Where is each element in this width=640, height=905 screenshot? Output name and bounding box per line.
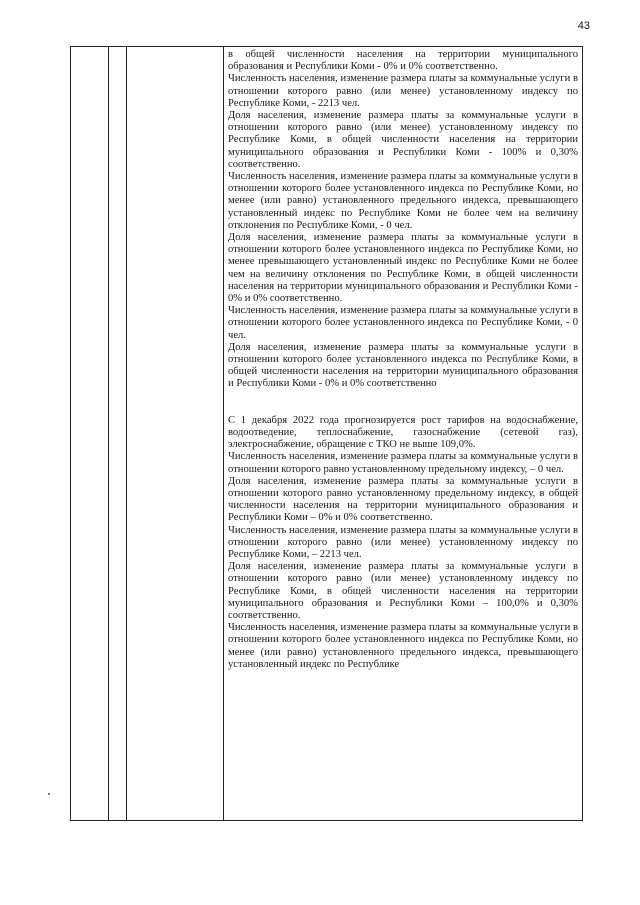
paragraph: Численность населения, изменение размера платы за коммунальные услуги в отношении которого равно (или менее) установленному индексу по Республике Коми, - 2213 чел. xyxy=(228,73,578,109)
table-column-number xyxy=(71,47,109,820)
paragraph: С 1 декабря 2022 года прогнозируется рост тарифов на водоснабжение, водоотведение, теплоснабжение, газоснабжение (сетевой газ), электроснабжение, обращение с ТКО не выше 109,0%. xyxy=(228,414,578,451)
table-column-title xyxy=(127,47,224,820)
table-column-index xyxy=(109,47,127,820)
table-column-content xyxy=(224,47,582,820)
section-gap xyxy=(228,391,578,415)
paragraph: Доля населения, изменение размера платы за коммунальные услуги в отношении которого равно установленному предельному индексу, в общей численности населения на территории муниципального образования и Республики Коми – 0% и 0% соответственно. xyxy=(228,475,578,524)
document-table xyxy=(70,46,583,821)
scan-speck xyxy=(48,793,50,795)
page-number: 43 xyxy=(577,20,590,32)
paragraph: Доля населения, изменение размера платы за коммунальные услуги в отношении которого равно (или менее) установленному индексу по Республике Коми, в общей численности населения на территории муниципального образования и Республики Коми - 100% и 0,30% соответственно. xyxy=(228,110,578,170)
paragraph: в общей численности населения на территории муниципального образования и Республики Коми - 0% и 0% соответственно. xyxy=(228,49,578,73)
paragraph: Доля населения, изменение размера платы за коммунальные услуги в отношении которого более установленного индекса по Республике Коми, но менее превышающего установленный индекс по Республике Коми не более чем на величину отклонения по Республике Коми, в общей численности населения на территории муниципального образования и Республики Коми - 0% и 0% соответственно. xyxy=(228,232,578,305)
paragraph: Численность населения, изменение размера платы за коммунальные услуги в отношении которого более установленного индекса по Республике Коми, - 0 чел. xyxy=(228,305,578,341)
paragraph: Численность населения, изменение размера платы за коммунальные услуги в отношении которого равно (или менее) установленному индексу по Республике Коми, – 2213 чел. xyxy=(228,524,578,560)
paragraph: Численность населения, изменение размера платы за коммунальные услуги в отношении которого более установленного индекса по Республике Коми, но менее (или равно) установленного предельного индекса, превышающего установленный индекс по Республике Коми не более чем на величину отклонения по Республике Коми, - 0 чел. xyxy=(228,171,578,231)
paragraph: Доля населения, изменение размера платы за коммунальные услуги в отношении которого равно (или менее) установленному индексу по Республике Коми, в общей численности населения на территории муниципального образования и Республики Коми – 100,0% и 0,30% соответственно. xyxy=(228,561,578,621)
paragraph: Численность населения, изменение размера платы за коммунальные услуги в отношении которого более установленного индекса по Республике Коми, но менее (или равно) установленного предельного индекса, превышающего установленный индекс по Республике xyxy=(228,622,578,670)
paragraph: Доля населения, изменение размера платы за коммунальные услуги в отношении которого более установленного индекса по Республике Коми, в общей численности населения на территории муниципального образования и Республики Коми - 0% и 0% соответственно xyxy=(228,341,578,390)
paragraph: Численность населения, изменение размера платы за коммунальные услуги в отношении которого равно установленному предельному индексу, – 0 чел. xyxy=(228,451,578,475)
